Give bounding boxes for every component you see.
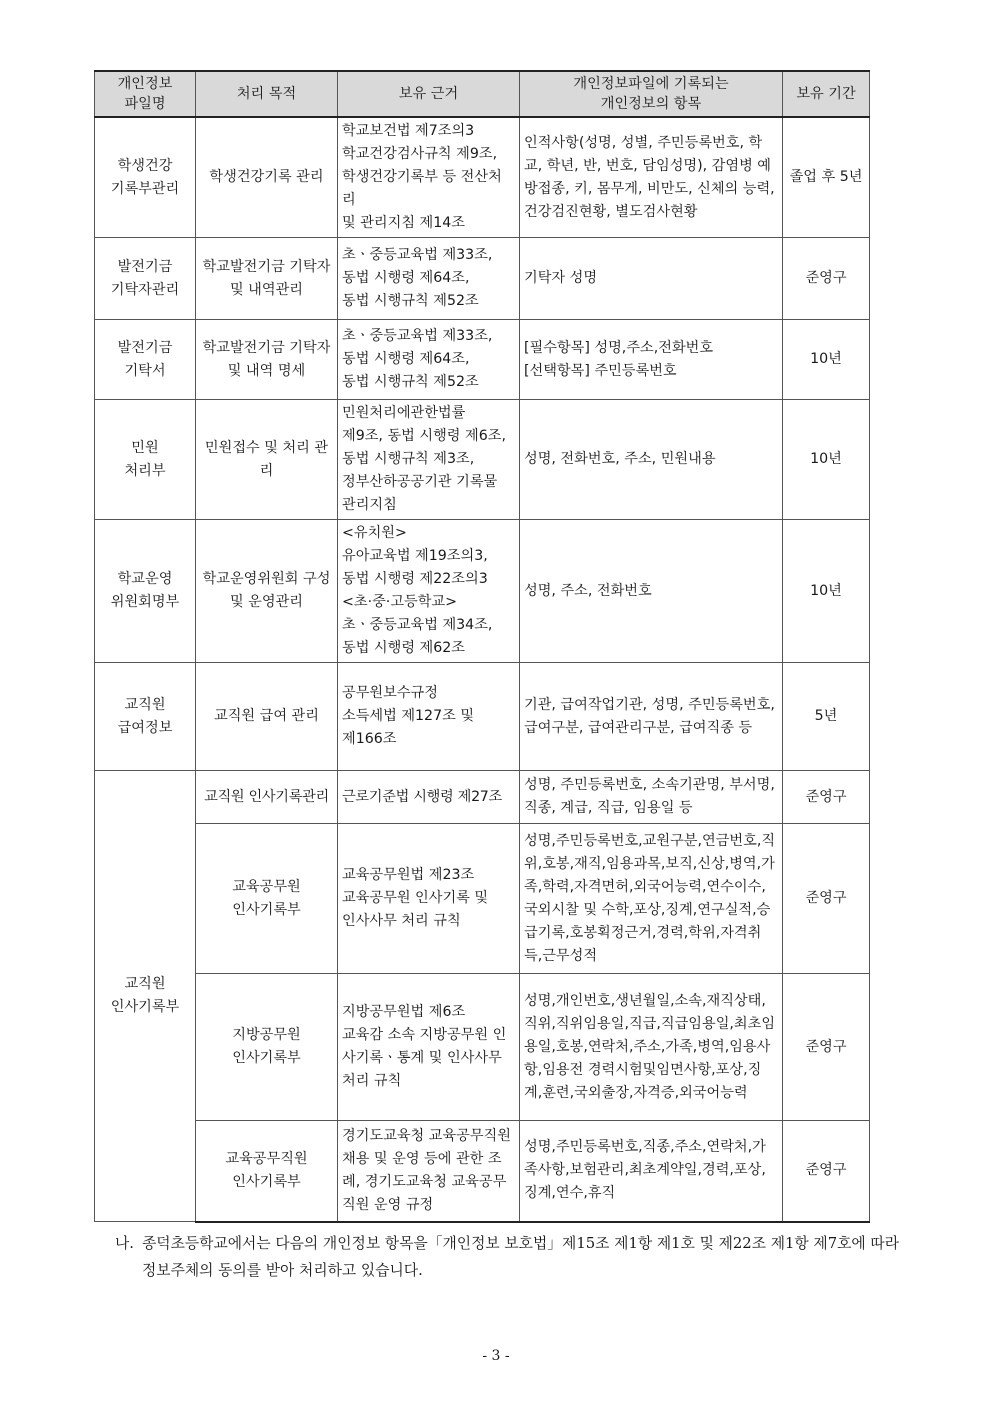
cell-period: 5년 (783, 663, 870, 771)
cell-period: 준영구 (783, 824, 870, 974)
cell-file-name: 민원 처리부 (95, 400, 196, 520)
cell-purpose: 교직원 인사기록관리 (196, 771, 338, 824)
cell-items: [필수항목] 성명,주소,전화번호 [선택항목] 주민등록번호 (520, 320, 783, 400)
cell-items: 인적사항(성명, 성별, 주민등록번호, 학교, 학년, 반, 번호, 담임성명), 감염병 예방접종, 키, 몸무게, 비만도, 신체의 능력, 건강검진현황, 별도검사현황 (520, 117, 783, 238)
table-row (95, 320, 870, 400)
cell-basis: <유치원> 유아교육법 제19조의3, 동법 시행령 제22조의3 <초·중·고등학교> 초ㆍ중등교육법 제34조, 동법 시행령 제62조 (338, 520, 520, 663)
table-row (95, 520, 870, 663)
cell-basis: 근로기준법 시행령 제27조 (338, 771, 520, 824)
cell-period: 준영구 (783, 974, 870, 1121)
cell-basis: 지방공무원법 제6조 교육감 소속 지방공무원 인사기록ㆍ통계 및 인사사무 처리 규칙 (338, 974, 520, 1121)
note-text: 종덕초등학교에서는 다음의 개인정보 항목을「개인정보 보호법」제15조 제1항 제1호 및 제22조 제1항 제7호에 따라 정보주체의 동의를 받아 처리하고 있습니다. (142, 1235, 899, 1279)
cell-file-name: 학교운영 위원회명부 (95, 520, 196, 663)
cell-items: 성명,주민등록번호,교원구분,연금번호,직위,호봉,재직,임용과목,보직,신상,병역,가족,학력,자격면허,외국어능력,연수이수,국외시찰 및 수학,포상,징계,연구실적,승급기록,호봉획정근거,경력,학위,자격취득,근무성적 (520, 824, 783, 974)
cell-basis: 경기도교육청 교육공무직원 채용 및 운영 등에 관한 조례, 경기도교육청 교육공무직원 운영 규정 (338, 1121, 520, 1222)
cell-purpose: 학교운영위원회 구성 및 운영관리 (196, 520, 338, 663)
cell-file-name: 교직원 급여정보 (95, 663, 196, 771)
cell-purpose: 교육공무직원 인사기록부 (196, 1121, 338, 1222)
cell-items: 성명, 전화번호, 주소, 민원내용 (520, 400, 783, 520)
cell-file-name: 발전기금 기탁서 (95, 320, 196, 400)
cell-items: 기관, 급여작업기관, 성명, 주민등록번호, 급여구분, 급여관리구분, 급여직종 등 (520, 663, 783, 771)
table-row (95, 824, 870, 974)
consent-note (115, 1230, 915, 1284)
cell-period: 졸업 후 5년 (783, 117, 870, 238)
table-header-row (95, 71, 870, 117)
table-row (95, 400, 870, 520)
cell-period: 준영구 (783, 1121, 870, 1222)
cell-purpose: 민원접수 및 처리 관리 (196, 400, 338, 520)
cell-purpose: 학생건강기록 관리 (196, 117, 338, 238)
cell-basis: 초ㆍ중등교육법 제33조, 동법 시행령 제64조, 동법 시행규칙 제52조 (338, 320, 520, 400)
table-row (95, 117, 870, 238)
cell-items: 성명,개인번호,생년월일,소속,재직상태,직위,직위임용일,직급,직급임용일,최초임용일,호봉,연락처,주소,가족,병역,임용사항,임용전 경력시험및임면사항,포상,징계,훈련,국외출장,자격증,외국어능력 (520, 974, 783, 1121)
cell-purpose: 학교발전기금 기탁자 및 내역관리 (196, 238, 338, 320)
cell-file-name: 학생건강 기록부관리 (95, 117, 196, 238)
cell-purpose: 학교발전기금 기탁자 및 내역 명세 (196, 320, 338, 400)
page-number: - 3 - (482, 1348, 510, 1364)
note-marker: 나. (115, 1235, 134, 1252)
cell-basis: 학교보건법 제7조의3 학교건강검사규칙 제9조, 학생건강기록부 등 전산처리 및 관리지침 제14조 (338, 117, 520, 238)
cell-period: 준영구 (783, 238, 870, 320)
cell-period: 10년 (783, 320, 870, 400)
cell-basis: 교육공무원법 제23조 교육공무원 인사기록 및 인사사무 처리 규칙 (338, 824, 520, 974)
cell-period: 10년 (783, 520, 870, 663)
cell-items: 기탁자 성명 (520, 238, 783, 320)
table-row (95, 663, 870, 771)
cell-period: 준영구 (783, 771, 870, 824)
cell-basis: 초ㆍ중등교육법 제33조, 동법 시행령 제64조, 동법 시행규칙 제52조 (338, 238, 520, 320)
header-basis: 보유 근거 (338, 71, 520, 117)
header-file-name: 개인정보 파일명 (95, 71, 196, 117)
cell-file-name-group: 교직원 인사기록부 (95, 771, 196, 1222)
header-purpose: 처리 목적 (196, 71, 338, 117)
cell-items: 성명, 주소, 전화번호 (520, 520, 783, 663)
cell-items: 성명, 주민등록번호, 소속기관명, 부서명, 직종, 계급, 직급, 임용일 등 (520, 771, 783, 824)
cell-purpose: 교육공무원 인사기록부 (196, 824, 338, 974)
cell-period: 10년 (783, 400, 870, 520)
header-items: 개인정보파일에 기록되는 개인정보의 항목 (520, 71, 783, 117)
header-period: 보유 기간 (783, 71, 870, 117)
table-row (95, 771, 870, 824)
cell-purpose: 교직원 급여 관리 (196, 663, 338, 771)
cell-basis: 공무원보수규정 소득세법 제127조 및 제166조 (338, 663, 520, 771)
cell-basis: 민원처리에관한법률 제9조, 동법 시행령 제6조, 동법 시행규칙 제3조, 정부산하공공기관 기록물 관리지침 (338, 400, 520, 520)
cell-purpose: 지방공무원 인사기록부 (196, 974, 338, 1121)
cell-file-name: 발전기금 기탁자관리 (95, 238, 196, 320)
table-row (95, 1121, 870, 1222)
table-row (95, 974, 870, 1121)
table-row (95, 238, 870, 320)
personal-info-file-table (94, 70, 870, 1223)
cell-items: 성명,주민등록번호,직종,주소,연락처,가족사항,보험관리,최초계약일,경력,포상,징계,연수,휴직 (520, 1121, 783, 1222)
